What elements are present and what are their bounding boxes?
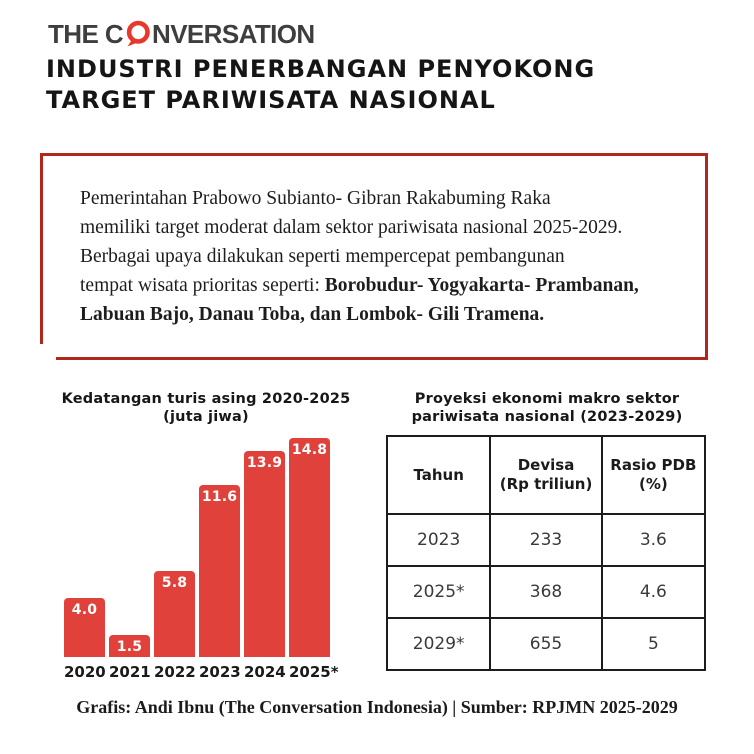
intro-line [80, 300, 693, 329]
projection-table-head [387, 436, 705, 514]
x-axis-label: 2020 [64, 663, 106, 681]
table-cell: 2025* [387, 566, 490, 618]
projection-table-body [387, 514, 705, 670]
table-cell: 368 [490, 566, 601, 618]
table-title-line2: pariwisata nasional (2023-2029) [411, 409, 683, 425]
table-header-row [387, 436, 705, 514]
table-cell: 3.6 [602, 514, 705, 566]
bar-value-label: 5.8 [161, 575, 188, 592]
logo-text-prefix: THE C [48, 19, 124, 49]
tourist-arrivals-chart [40, 390, 372, 690]
page-title [46, 54, 595, 116]
chart-title-line2: (juta jiwa) [163, 409, 249, 425]
intro-regular-run: tempat wisata prioritas seperti: [80, 275, 325, 296]
x-axis-label: 2023 [199, 663, 241, 681]
intro-regular-run: Pemerintahan Prabowo Subianto- Gibran Rakabuming Raka [80, 188, 551, 209]
bar-value-label: 4.0 [71, 601, 98, 618]
intro-line [80, 184, 693, 213]
intro-regular-run: memiliki target moderat dalam sektor pariwisata nasional 2025-2029. [80, 217, 623, 238]
x-axis-label: 2022 [154, 663, 196, 681]
table-header-line: Tahun [413, 465, 464, 484]
intro-bold-run: Borobudur- Yogyakarta- Prambanan, [324, 275, 639, 296]
logo-text-suffix: NVERSATION [152, 19, 315, 49]
bar-2020 [64, 598, 105, 657]
x-axis-label: 2025* [289, 663, 339, 681]
table-cell: 4.6 [602, 566, 705, 618]
intro-line [80, 242, 693, 271]
table-cell: 2023 [387, 514, 490, 566]
table-cell: 655 [490, 618, 601, 670]
table-header-line: Devisa [517, 456, 575, 474]
bar-2024 [244, 451, 285, 657]
page-title-line2: TARGET PARIWISATA NASIONAL [46, 86, 496, 114]
table-row [387, 618, 705, 670]
speech-bubble-o-icon [125, 20, 151, 48]
years-row [64, 663, 339, 681]
chart-title-line1: Kedatangan turis asing 2020-2025 [61, 391, 351, 407]
macro-projection-section [386, 390, 708, 671]
chart-title [40, 390, 372, 426]
credit-line: Grafis: Andi Ibnu (The Conversation Indonesia) | Sumber: RPJMN 2025-2029 [76, 697, 678, 717]
table-header-cell [387, 436, 490, 514]
bar-2021 [109, 635, 150, 657]
bar-value-label: 1.5 [116, 638, 143, 655]
bar-value-label: 14.8 [291, 442, 328, 458]
intro-text [40, 156, 705, 329]
table-header-line: (Rp triliun) [499, 475, 593, 493]
intro-line [80, 271, 693, 300]
bar-value-label: 13.9 [246, 455, 283, 472]
table-header-cell [602, 436, 705, 514]
x-axis-label: 2021 [109, 663, 151, 681]
projection-table [386, 435, 706, 671]
x-axis-label: 2024 [244, 663, 286, 681]
bars-row [64, 437, 334, 657]
bar-2023 [199, 485, 240, 657]
bar-2025* [289, 438, 330, 657]
page-title-line1: INDUSTRI PENERBANGAN PENYOKONG [46, 55, 596, 83]
table-cell: 2029* [387, 618, 490, 670]
table-cell: 233 [490, 514, 601, 566]
table-header-line: (%) [638, 475, 668, 493]
table-header-line: Rasio PDB [610, 456, 697, 474]
table-header-cell [490, 436, 601, 514]
bar-value-label: 11.6 [201, 489, 238, 506]
table-row [387, 514, 705, 566]
intro-box [40, 153, 708, 360]
intro-bold-run: Labuan Bajo, Danau Toba, dan Lombok- Gili Tramena. [80, 304, 545, 325]
the-conversation-logo [48, 19, 315, 50]
intro-regular-run: Berbagai upaya dilakukan seperti mempercepat pembangunan [80, 246, 565, 267]
table-cell: 5 [602, 618, 705, 670]
intro-line [80, 213, 693, 242]
table-title [386, 390, 708, 426]
table-row [387, 566, 705, 618]
bar-2022 [154, 571, 195, 657]
table-title-line1: Proyeksi ekonomi makro sektor [414, 391, 680, 407]
